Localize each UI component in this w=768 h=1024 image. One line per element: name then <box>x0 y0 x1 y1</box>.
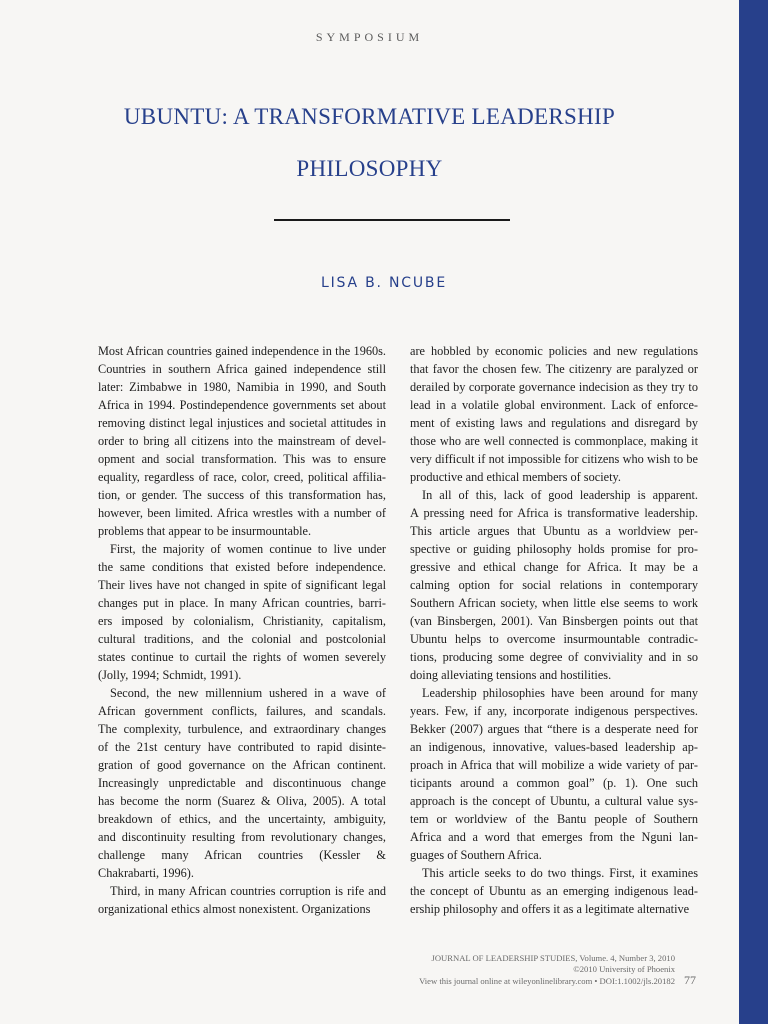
body-text-line: later: Zimbabwe in 1980, Namibia in 1990, and South <box>98 380 386 394</box>
body-text-line: lead in a volatile global environment. Lack of enforce- <box>410 398 698 412</box>
right-column <box>410 342 698 918</box>
body-text-line: equality, regardless of race, color, creed, political affilia- <box>98 470 386 484</box>
body-text-line: doing alleviating tensions and hostilities. <box>410 668 612 682</box>
body-text-line: however, been limited. Africa wrestles with a number of <box>98 506 386 520</box>
body-text-line: order to bring all citizens into the mainstream of devel- <box>98 434 386 448</box>
body-text-line: breakdown of ethics, and the uncertainty, ambiguity, <box>98 812 386 826</box>
body-text-line: that favor the chosen few. The citizenry are paralyzed or <box>410 362 698 376</box>
body-text-line: states continue to curtail the rights of women severely <box>98 650 386 664</box>
body-text-line: organizational ethics almost nonexistent. Organizations <box>98 902 371 916</box>
body-text-line: Most African countries gained independence in the 1960s. <box>98 344 386 358</box>
author-name: LISA B. NCUBE <box>321 275 447 291</box>
body-text-line: very difficult if not impossible for citizens who wish to be <box>410 452 698 466</box>
body-text-line: This article seeks to do two things. First, it examines <box>422 866 698 880</box>
body-text-line: removing distinct legal injustices and societal attitudes in <box>98 416 386 430</box>
body-text-line: productive and ethical members of society. <box>410 470 621 484</box>
body-text-line: Increasingly unpredictable and discontinuous change <box>98 776 386 790</box>
body-text-line: calming option for social relations in contemporary <box>410 578 698 592</box>
footer-journal: JOURNAL OF LEADERSHIP STUDIES, Volume. 4, Number 3, 2010 <box>431 953 675 963</box>
body-text-line: cultural traditions, and the colonial and postcolonial <box>98 632 386 646</box>
body-text-line: Chakrabarti, 1996). <box>98 866 194 880</box>
body-text-line: challenge many African countries (Kessler & <box>98 848 386 862</box>
body-text-line: tem or worldview of the Bantu people of Southern <box>410 812 698 826</box>
footer-online: View this journal online at wileyonlinelibrary.com • DOI:1.1002/jls.20182 <box>419 976 675 986</box>
body-text-line: Leadership philosophies have been around for many <box>422 686 698 700</box>
body-text-line: Their lives have not changed in spite of significant legal <box>98 578 386 592</box>
page-number: 77 <box>684 973 696 987</box>
body-text-line: Africa and a word that emerges from the Nguni lan- <box>410 830 698 844</box>
body-text-line: the concept of Ubuntu as an emerging indigenous lead- <box>410 884 698 898</box>
body-text-line: ership philosophy and offers it as a legitimate alternative <box>410 902 690 916</box>
body-text-line: derailed by corporate governance indecision as they try to <box>410 380 698 394</box>
body-text-line: the same conditions that existed before independence. <box>98 560 386 574</box>
body-text-line: an indigenous, innovative, values-based leadership ap- <box>410 740 698 754</box>
body-text-line: The complexity, turbulence, and extraordinary changes <box>98 722 386 736</box>
body-text-line: approach is the concept of Ubuntu, a cultural value sys- <box>410 794 698 808</box>
body-text-line: tions, producing some degree of conviviality and in so <box>410 650 698 664</box>
body-text-line: tion, or gender. The success of this transformation has, <box>98 488 386 502</box>
body-text-line: Southern African society, when little else seems to work <box>410 596 698 610</box>
body-text-line: guages of Southern Africa. <box>410 848 542 862</box>
body-text-line: Ubuntu helps to overcome insurmountable contradic- <box>410 632 698 646</box>
body-text-line: has become the norm (Suarez & Oliva, 2005). A total <box>98 794 386 808</box>
body-text-line: proach in Africa that will mobilize a wide variety of par- <box>410 758 698 772</box>
body-text-line: African government conflicts, failures, and scandals. <box>98 704 386 718</box>
body-text-line: ers imposed by colonialism, Christianity, capitalism, <box>98 614 386 628</box>
body-text-line: (Jolly, 1994; Schmidt, 1991). <box>98 668 242 682</box>
body-text-line: In all of this, lack of good leadership is apparent. <box>422 488 698 502</box>
body-text-line: those who are well connected is commonplace, making it <box>410 434 698 448</box>
body-text-line: First, the majority of women continue to live under <box>110 542 386 556</box>
body-text-line: A pressing need for Africa is transformative leadership. <box>410 506 698 520</box>
body-text-line: years. Few, if any, incorporate indigenous perspectives. <box>410 704 698 718</box>
body-text-line: Bekker (2007) argues that “there is a desperate need for <box>410 722 698 736</box>
body-text-line: of the 21st century have contributed to rapid disinte- <box>98 740 386 754</box>
body-text-line: Countries in southern Africa gained independence still <box>98 362 386 376</box>
footer-copyright: ©2010 University of Phoenix <box>573 964 675 974</box>
body-text-line: gration of good governance on the African continent. <box>98 758 386 772</box>
body-text-line: and discontinuity resulting from revolutionary changes, <box>98 830 386 844</box>
body-text-line: (van Binsbergen, 2001). Van Binsbergen points out that <box>410 614 698 628</box>
body-text-line: spective or guiding philosophy holds promise for pro- <box>410 542 698 556</box>
body-text-line: ticipants around a common goal” (p. 1). One such <box>410 776 698 790</box>
body-text-line: are hobbled by economic policies and new regulations <box>410 344 698 358</box>
article-title-line-2: PHILOSOPHY <box>296 156 443 181</box>
body-text-line: This article argues that Ubuntu as a worldview per- <box>410 524 698 538</box>
left-column <box>98 342 386 918</box>
body-text-line: Africa in 1994. Postindependence governments set about <box>98 398 386 412</box>
title-divider <box>274 219 510 221</box>
section-label: SYMPOSIUM <box>315 30 424 44</box>
body-text-line: changes put in place. In many African countries, barri- <box>98 596 386 610</box>
side-color-bar <box>739 0 768 1024</box>
body-text-line: Second, the new millennium ushered in a wave of <box>110 686 386 700</box>
body-text-line: problems that appear to be insurmountable. <box>98 524 312 538</box>
body-text-line: gressive and ethical change for Africa. It may be a <box>410 560 698 574</box>
article-title-line-1: UBUNTU: A TRANSFORMATIVE LEADERSHIP <box>123 104 616 129</box>
body-text-line: opment and social transformation. This was to ensure <box>98 452 386 466</box>
body-text-line: ment of existing laws and regulations and disregard by <box>410 416 698 430</box>
body-text-line: Third, in many African countries corruption is rife and <box>110 884 386 898</box>
